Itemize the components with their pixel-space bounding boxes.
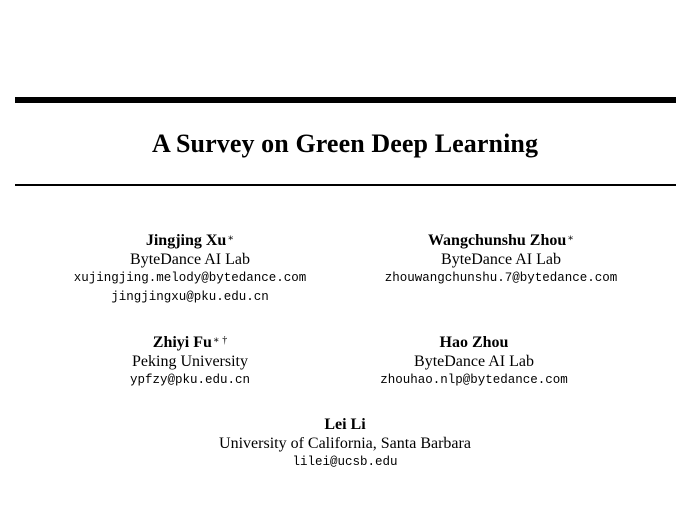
author-email[interactable]: lilei@ucsb.edu — [292, 455, 398, 469]
paper-title: A Survey on Green Deep Learning — [151, 129, 539, 158]
top-rule — [15, 97, 676, 103]
author-email[interactable]: xujingjing.melody@bytedance.com — [73, 271, 307, 285]
author-affiliation: Peking University — [132, 353, 248, 370]
author-name: Wangchunshu Zhou∗ — [427, 232, 575, 249]
author-affiliation: University of California, Santa Barbara — [219, 435, 471, 452]
author-footnote-mark: ∗ † — [212, 335, 228, 346]
author-email[interactable]: zhouhao.nlp@bytedance.com — [380, 373, 568, 387]
author-footnote-mark: ∗ — [227, 233, 235, 244]
author-name: Zhiyi Fu∗ † — [152, 334, 228, 351]
author-name: Lei Li — [324, 416, 366, 433]
author-name: Hao Zhou — [439, 334, 509, 351]
author-affiliation: ByteDance AI Lab — [130, 251, 250, 268]
author-affiliation: ByteDance AI Lab — [414, 353, 534, 370]
author-email[interactable]: zhouwangchunshu.7@bytedance.com — [384, 271, 618, 285]
title-rule — [15, 184, 676, 186]
author-block-wangchunshu-zhou — [301, 231, 685, 288]
author-block-hao-zhou — [274, 333, 674, 390]
author-block-lei-li — [145, 415, 545, 472]
author-footnote-mark: ∗ — [567, 233, 575, 244]
author-email[interactable]: jingjingxu@pku.edu.cn — [111, 290, 269, 304]
author-name: Jingjing Xu∗ — [145, 232, 235, 249]
author-affiliation: ByteDance AI Lab — [441, 251, 561, 268]
author-email[interactable]: ypfzy@pku.edu.cn — [129, 373, 251, 387]
